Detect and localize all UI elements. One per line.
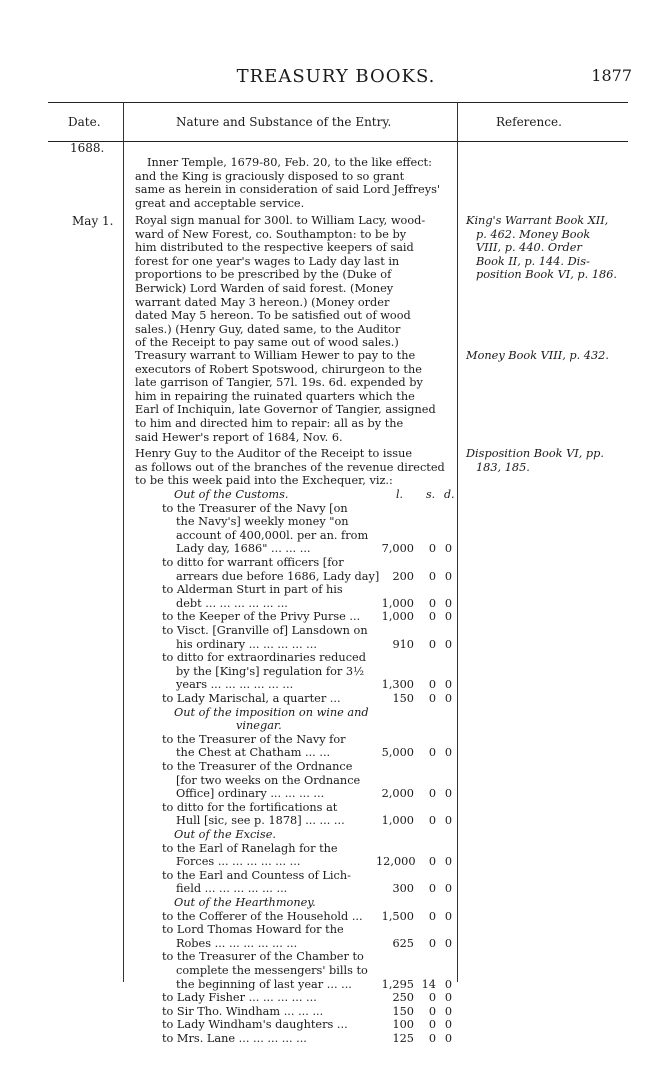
entry-text-line: of the Receipt to pay same out of wood sales.) bbox=[135, 336, 399, 350]
payment-line: to ditto for extraordinaries reduced bbox=[162, 651, 366, 665]
column-header-reference: Reference. bbox=[496, 115, 562, 129]
payment-amount-d: 0 bbox=[444, 787, 452, 801]
payment-amount-s: 0 bbox=[428, 787, 436, 801]
payment-amount-s: 0 bbox=[428, 678, 436, 692]
reference-line: King's Warrant Book XII, bbox=[466, 214, 609, 227]
payment-amount-l: 910 bbox=[392, 637, 414, 651]
column-header-date: Date. bbox=[68, 115, 101, 129]
payment-amount-l: 5,000 bbox=[381, 746, 414, 760]
payment-amount-l: 125 bbox=[392, 1032, 414, 1045]
reference-line: position Book VI, p. 186. bbox=[476, 268, 617, 282]
entry-date: May 1. bbox=[72, 214, 114, 228]
payment-line: to Lady Windham's daughters ... bbox=[162, 1018, 348, 1032]
payment-line: [for two weeks on the Ordnance bbox=[176, 773, 361, 787]
payment-amount-d: 0 bbox=[444, 637, 452, 651]
payment-amount-s: 0 bbox=[428, 637, 436, 651]
revenue-branch-heading: vinegar. bbox=[236, 719, 282, 733]
entry-date: 1688. bbox=[70, 141, 105, 155]
payment-line: to ditto for warrant officers [for bbox=[162, 556, 344, 569]
payment-amount-l: 150 bbox=[392, 1004, 414, 1018]
payment-line: to the Treasurer of the Navy for bbox=[162, 732, 346, 746]
money-header-l: l. bbox=[396, 488, 404, 501]
payment-amount-s: 0 bbox=[428, 991, 436, 1005]
column-header-nature: Nature and Substance of the Entry. bbox=[176, 115, 392, 129]
payment-amount-s: 0 bbox=[428, 1032, 436, 1045]
money-header-s: s. bbox=[426, 488, 436, 501]
payment-line: to the Treasurer of the Chamber to bbox=[162, 950, 364, 964]
payment-line: the beginning of last year ... ... bbox=[176, 977, 352, 991]
payment-amount-d: 0 bbox=[444, 596, 452, 610]
payment-line: Office] ordinary ... ... ... ... bbox=[176, 787, 325, 801]
payment-line: to Visct. [Granville of] Lansdown on bbox=[162, 624, 368, 637]
reference-line: Money Book VIII, p. 432. bbox=[466, 349, 609, 362]
payment-line: his ordinary ... ... ... ... ... bbox=[176, 637, 317, 651]
entry-text-line: forest for one year's wages to Lady day last in bbox=[135, 254, 400, 268]
payment-amount-d: 0 bbox=[444, 692, 452, 705]
payment-line: Robes ... ... ... ... ... ... bbox=[176, 936, 298, 950]
payment-amount-l: 1,000 bbox=[381, 596, 414, 610]
page-title: TREASURY BOOKS. bbox=[236, 66, 436, 87]
revenue-branch-heading: Out of the Customs. bbox=[174, 488, 289, 501]
payment-amount-s: 0 bbox=[428, 596, 436, 610]
entry-text-line: dated May 5 hereon. To be satisfied out of wood bbox=[135, 309, 411, 323]
payment-amount-l: 200 bbox=[392, 569, 414, 583]
payment-amount-l: 300 bbox=[392, 882, 414, 896]
money-header-d: d. bbox=[444, 488, 455, 501]
entry-text-line: Earl of Inchiquin, late Governor of Tangier, assigned bbox=[135, 403, 436, 417]
payment-line: the Chest at Chatham ... ... bbox=[176, 746, 331, 760]
entry-text-line: Inner Temple, 1679-80, Feb. 20, to the like effect: bbox=[147, 156, 432, 169]
payment-amount-s: 0 bbox=[428, 814, 436, 828]
payment-amount-d: 0 bbox=[444, 991, 452, 1005]
entry-text-line: him in repairing the ruinated quarters which the bbox=[135, 389, 415, 403]
payment-amount-s: 0 bbox=[428, 1018, 436, 1032]
entry-text-line: sales.) (Henry Guy, dated same, to the Auditor bbox=[135, 322, 401, 336]
payment-line: the Navy's] weekly money "on bbox=[176, 515, 349, 529]
payment-line: Forces ... ... ... ... ... ... bbox=[176, 855, 301, 869]
payment-amount-d: 0 bbox=[444, 882, 452, 896]
payment-amount-l: 250 bbox=[392, 991, 414, 1005]
payment-amount-d: 0 bbox=[444, 1004, 452, 1018]
payment-amount-l: 1,295 bbox=[381, 977, 414, 991]
revenue-branch-heading: Out of the imposition on wine and bbox=[174, 705, 369, 719]
payment-line: to the Treasurer of the Navy [on bbox=[162, 501, 348, 515]
payment-amount-d: 0 bbox=[444, 678, 452, 692]
payment-amount-d: 0 bbox=[444, 746, 452, 760]
reference-line: p. 462. Money Book bbox=[476, 227, 591, 241]
payment-amount-d: 0 bbox=[444, 855, 452, 869]
payment-amount-s: 0 bbox=[428, 882, 436, 896]
payment-line: years ... ... ... ... ... ... bbox=[176, 678, 294, 692]
entry-text-line: executors of Robert Spotswood, chirurgeon to the bbox=[135, 362, 422, 376]
payment-amount-s: 0 bbox=[428, 936, 436, 950]
payment-line: to the Cofferer of the Household ... bbox=[162, 909, 363, 923]
payment-line: Hull [sic, see p. 1878] ... ... ... bbox=[176, 814, 345, 828]
entry-text-line: Royal sign manual for 300l. to William Lacy, wood- bbox=[135, 214, 426, 227]
payment-amount-l: 1,300 bbox=[381, 678, 414, 692]
payment-amount-d: 0 bbox=[444, 977, 452, 991]
reference-line: Book II, p. 144. Dis- bbox=[476, 254, 590, 268]
payment-amount-d: 0 bbox=[444, 814, 452, 828]
entry-text-line: great and acceptable service. bbox=[135, 196, 305, 210]
payment-amount-d: 0 bbox=[444, 936, 452, 950]
entry-text-line: and the King is graciously disposed to so grant bbox=[135, 169, 405, 183]
entry-text-line: warrant dated May 3 hereon.) (Money order bbox=[135, 295, 390, 309]
payment-amount-l: 2,000 bbox=[381, 787, 414, 801]
payment-amount-d: 0 bbox=[444, 569, 452, 583]
payment-amount-d: 0 bbox=[444, 1032, 452, 1045]
entry-text-line: as follows out of the branches of the revenue directed bbox=[135, 460, 445, 474]
payment-amount-s: 0 bbox=[428, 569, 436, 583]
payment-amount-l: 625 bbox=[392, 936, 414, 950]
payment-line: to Sir Tho. Windham ... ... ... bbox=[162, 1004, 324, 1018]
entry-text-line: said Hewer's report of 1684, Nov. 6. bbox=[135, 430, 343, 444]
payment-line: to the Keeper of the Privy Purse ... bbox=[162, 610, 361, 624]
payment-line: by the [King's] regulation for 3½ bbox=[176, 664, 365, 678]
payment-amount-l: 12,000 bbox=[376, 855, 416, 869]
payment-amount-l: 100 bbox=[392, 1018, 414, 1032]
date-column-divider bbox=[123, 102, 124, 982]
payment-amount-s: 0 bbox=[428, 610, 436, 624]
payment-amount-s: 0 bbox=[428, 746, 436, 760]
payment-amount-l: 7,000 bbox=[381, 542, 414, 556]
payment-line: field ... ... ... ... ... ... bbox=[176, 882, 288, 896]
payment-amount-s: 0 bbox=[428, 855, 436, 869]
entry-text-line: late garrison of Tangier, 57l. 19s. 6d. expended by bbox=[135, 376, 423, 390]
reference-line: Disposition Book VI, pp. bbox=[466, 447, 604, 460]
payment-amount-s: 14 bbox=[421, 977, 436, 991]
payment-line: Lady day, 1686" ... ... ... bbox=[176, 542, 311, 556]
entry-text-line: proportions to be prescribed by the (Duke of bbox=[135, 268, 392, 282]
payment-amount-l: 1,000 bbox=[381, 610, 414, 624]
payment-line: to Lord Thomas Howard for the bbox=[162, 923, 344, 937]
payment-line: to Lady Fisher ... ... ... ... ... bbox=[162, 991, 317, 1005]
header-rule bbox=[48, 141, 628, 142]
entry-text-line: ward of New Forest, co. Southampton: to be by bbox=[135, 227, 407, 241]
payment-amount-s: 0 bbox=[428, 692, 436, 705]
payment-line: to Alderman Sturt in part of his bbox=[162, 583, 343, 597]
payment-line: complete the messengers' bills to bbox=[176, 964, 368, 977]
payment-amount-d: 0 bbox=[444, 542, 452, 556]
reference-line: VIII, p. 440. Order bbox=[476, 241, 582, 255]
payment-amount-l: 1,000 bbox=[381, 814, 414, 828]
payment-amount-l: 1,500 bbox=[381, 909, 414, 923]
payment-line: to the Earl of Ranelagh for the bbox=[162, 841, 338, 855]
payment-line: debt ... ... ... ... ... ... bbox=[176, 596, 288, 610]
payment-line: to ditto for the fortifications at bbox=[162, 800, 338, 814]
reference-column-divider bbox=[457, 102, 458, 982]
entry-text-line: same as herein in consideration of said Lord Jeffreys' bbox=[135, 183, 441, 197]
revenue-branch-heading: Out of the Excise. bbox=[174, 828, 276, 841]
entry-text-line: Berwick) Lord Warden of said forest. (Money bbox=[135, 282, 394, 295]
payment-line: to the Treasurer of the Ordnance bbox=[162, 760, 353, 773]
entry-text-line: to be this week paid into the Exchequer, viz.: bbox=[135, 474, 393, 488]
reference-line: 183, 185. bbox=[476, 460, 530, 474]
payment-line: to Mrs. Lane ... ... ... ... ... bbox=[162, 1032, 307, 1045]
revenue-branch-heading: Out of the Hearthmoney. bbox=[174, 896, 316, 909]
payment-line: to Lady Marischal, a quarter ... bbox=[162, 692, 341, 705]
top-rule bbox=[48, 102, 628, 103]
payment-amount-s: 0 bbox=[428, 1004, 436, 1018]
payment-amount-s: 0 bbox=[428, 909, 436, 923]
payment-line: account of 400,000l. per an. from bbox=[176, 528, 369, 542]
payment-line: arrears due before 1686, Lady day] bbox=[176, 569, 380, 583]
entry-text-line: Treasury warrant to William Hewer to pay to the bbox=[135, 349, 416, 362]
payment-amount-d: 0 bbox=[444, 610, 452, 624]
entry-text-line: Henry Guy to the Auditor of the Receipt to issue bbox=[135, 447, 413, 460]
page-number: 1877 bbox=[591, 66, 632, 85]
payment-line: to the Earl and Countess of Lich- bbox=[162, 868, 351, 882]
payment-amount-d: 0 bbox=[444, 909, 452, 923]
payment-amount-d: 0 bbox=[444, 1018, 452, 1032]
entry-text-line: him distributed to the respective keepers of said bbox=[135, 241, 414, 255]
payment-amount-l: 150 bbox=[392, 692, 414, 705]
entry-text-line: to him and directed him to repair: all as by the bbox=[135, 417, 404, 430]
payment-amount-s: 0 bbox=[428, 542, 436, 556]
